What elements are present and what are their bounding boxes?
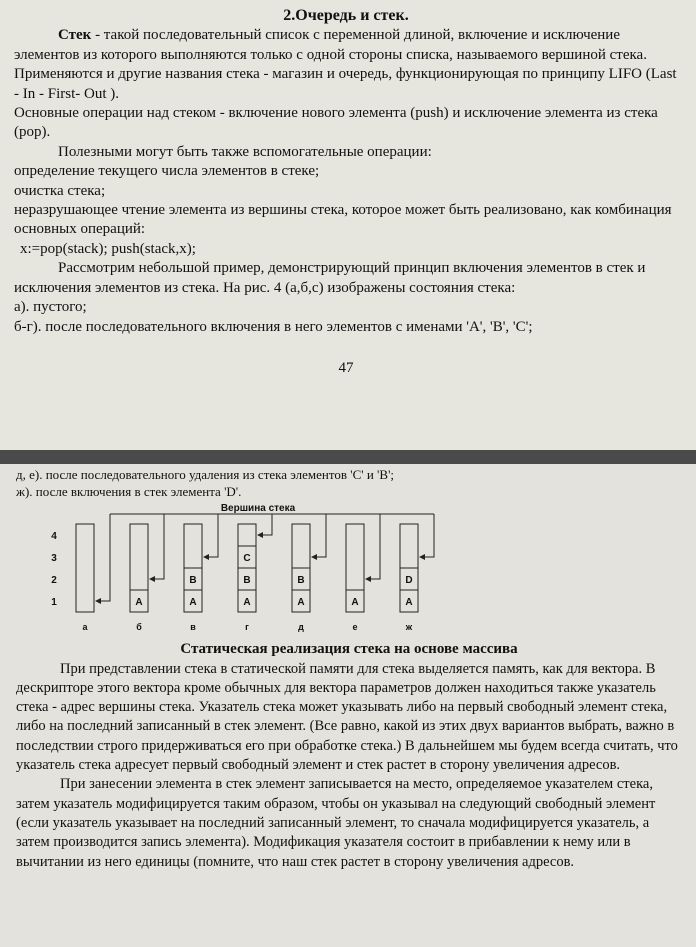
aux-operations-intro: Полезными могут быть также вспомогательные операции: — [58, 143, 432, 160]
page-top — [0, 0, 696, 450]
level-label-4: 4 — [51, 531, 57, 542]
stack-cell-A: A — [297, 597, 305, 608]
top-pointer-line — [420, 514, 434, 557]
top-pointer-arrowhead — [149, 576, 155, 582]
stack-definition — [14, 26, 678, 104]
top-pointer-arrowhead — [95, 598, 101, 604]
stack-cell-A: A — [243, 597, 251, 608]
top-pointer-arrowhead — [203, 554, 209, 560]
top-pointer-line — [312, 514, 326, 557]
stack-box-1 — [76, 524, 94, 612]
stack-cell-A: A — [351, 597, 359, 608]
subsection-title: Статическая реализация стека на основе массива — [180, 641, 518, 657]
stack-cell-A: A — [135, 597, 143, 608]
state-d-e: д, е). после последовательного удаления из стека элементов 'С' и 'В'; — [16, 467, 395, 482]
stack-diagram — [26, 500, 586, 640]
level-label-2: 2 — [51, 575, 57, 586]
stack-label-д: д — [298, 622, 304, 632]
state-a: а). пустого; — [14, 299, 87, 316]
stack-cell-B: B — [243, 575, 251, 586]
state-zh: ж). после включения в стек элемента 'D'. — [16, 484, 242, 499]
top-pointer-line — [204, 514, 218, 557]
stack-cell-C: C — [243, 553, 251, 564]
section-title: 2.Очередь и стек. — [283, 7, 409, 24]
top-pointer-arrowhead — [419, 554, 425, 560]
stack-cell-B: B — [297, 575, 305, 586]
static-impl-paragraph-1: При представлении стека в статической памяти для стека выделяется память, как для вектора. В дескрипторе этого вектора кроме обычных для вектора параметров должен находиться также указатель стека - адрес вершины стека. Указатель стека может указывать либо на первый свободный элемент стека, либо на последний записанный в стек элемент. (Все равно, какой из этих двух вариантов выбрать, важно в последствии строго придерживаться его при обработке стека.) В дальнейшем мы будем всегда считать, что указатель стека адресует первый свободный элемент и стек растет в сторону увеличения адресов. — [16, 660, 678, 774]
term-stack: Стек — [58, 27, 92, 44]
stack-label-б: б — [136, 622, 142, 632]
top-pointer-line — [258, 514, 272, 535]
level-label-3: 3 — [51, 553, 57, 564]
stack-label-в: в — [190, 622, 196, 632]
example-intro: Рассмотрим небольшой пример, демонстрирующий принцип включения элементов в стек и исключения элементов из стека. На рис. 4 (а,б,с) изображены состояния стека: — [14, 260, 646, 296]
code-example: x:=pop(stack); push(stack,x); — [20, 240, 196, 257]
stack-label-е: е — [352, 622, 358, 632]
page-bottom — [0, 464, 696, 947]
top-pointer-arrowhead — [365, 576, 371, 582]
top-pointer-arrowhead — [257, 532, 263, 538]
stack-figure — [26, 500, 586, 640]
page-gap — [0, 450, 696, 464]
stack-cell-B: B — [189, 575, 197, 586]
definition-text: - такой последовательный список с переменной длиной, включение и исключение элементов из которого выполняются только с одной стороны списка, называемого вершиной стека. Применяются и другие названия стека - магазин и очередь, функционирующая по принципу LIFO (Last - In - First- Out ). — [14, 27, 677, 102]
stack-cell-D: D — [405, 575, 413, 586]
state-b-g: б-г). после последовательного включения в него элементов с именами 'А', 'В', 'С'; — [14, 318, 533, 335]
basic-operations: Основные операции над стеком - включение нового элемента (push) и исключение элемента из стека (pop). — [14, 105, 658, 141]
op-count: определение текущего числа элементов в стеке; — [14, 163, 320, 180]
figure-top-label: Вершина стека — [220, 503, 296, 514]
top-pointer-arrowhead — [311, 554, 317, 560]
top-pointer-line — [96, 514, 110, 601]
top-pointer-line — [150, 514, 164, 579]
op-peek: неразрушающее чтение элемента из вершины стека, которое может быть реализовано, как комбинация основных операций: — [14, 202, 672, 238]
stack-label-а: а — [82, 622, 88, 632]
top-pointer-line — [366, 514, 380, 579]
stack-label-г: г — [245, 622, 249, 632]
page-number: 47 — [338, 359, 354, 376]
op-clear: очистка стека; — [14, 182, 106, 199]
stack-cell-A: A — [405, 597, 413, 608]
stack-label-ж: ж — [405, 622, 413, 632]
static-impl-paragraph-2: При занесении элемента в стек элемент записывается на место, определяемое указателем стека, затем указатель модифицируется таким образом, чтобы он указывал на следующий свободный элемент (если указатель указывает на последний записанный элемент, то сначала модифицируется указатель, а затем производится запись элемента). Модификация указателя состоит в прибавлении к нему или в вычитании из него единицы (помните, что наш стек растет в сторону увеличения адресов. — [16, 776, 656, 870]
stack-cell-A: A — [189, 597, 197, 608]
level-label-1: 1 — [51, 597, 57, 608]
